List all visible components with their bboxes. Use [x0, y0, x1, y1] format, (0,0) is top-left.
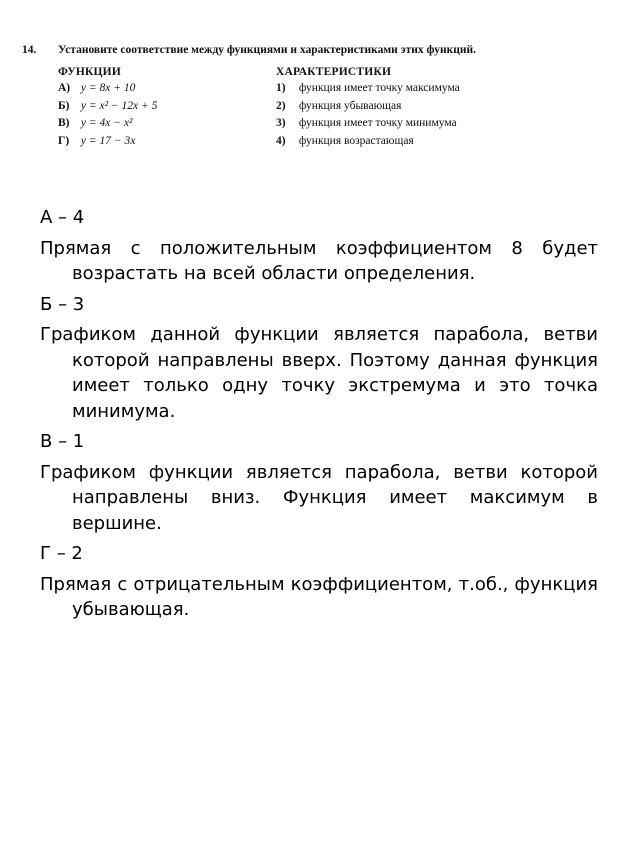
- function-label: Б): [58, 99, 70, 112]
- characteristic-label: 4): [276, 134, 286, 147]
- functions-heading: ФУНКЦИИ: [58, 66, 121, 78]
- characteristic-option-1: [276, 80, 606, 98]
- answers-section: [40, 205, 598, 628]
- answer-key-g: Г – 2: [40, 543, 83, 564]
- characteristic-label: 2): [276, 99, 286, 112]
- answer-key-b: Б – 3: [40, 293, 85, 315]
- answer-key-v: В – 1: [40, 431, 85, 452]
- task-columns: [58, 64, 618, 154]
- function-formula: y = 17 − 3x: [80, 134, 136, 147]
- task-number: 14.: [22, 44, 37, 56]
- answer-key-a: А – 4: [40, 207, 85, 228]
- answer-explanation-b: Графиком данной функции является парабола, ветви которой направлены вверх. Поэтому данная функция имеет только одну точку экстремума и это точка минимума.: [40, 324, 598, 422]
- answer-explanation-v: Графиком функции является парабола, ветви которой направлены вниз. Функция имеет максимум в вершине.: [40, 461, 598, 534]
- characteristic-text: функция убывающая: [298, 99, 402, 112]
- function-label: В): [58, 117, 70, 129]
- function-label: А): [58, 82, 71, 94]
- answer-explanation-g: Прямая с отрицательным коэффициентом, т.об., функция убывающая.: [40, 573, 598, 620]
- characteristic-text: функция имеет точку максимума: [298, 82, 460, 94]
- function-option-v: [58, 115, 268, 133]
- function-formula: y = x² − 12x + 5: [80, 99, 158, 112]
- function-formula: y = 4x − x²: [80, 117, 133, 129]
- characteristic-option-2: [276, 98, 606, 116]
- characteristic-option-3: [276, 115, 606, 133]
- characteristic-label: 3): [276, 117, 286, 129]
- characteristic-label: 1): [276, 82, 286, 94]
- characteristics-heading: ХАРАКТЕРИСТИКИ: [276, 66, 392, 78]
- function-option-b: [58, 98, 268, 116]
- function-formula: y = 8x + 10: [80, 82, 136, 94]
- function-option-a: [58, 80, 268, 98]
- characteristic-option-4: [276, 133, 606, 151]
- function-label: Г): [58, 134, 70, 147]
- task-block: [22, 42, 622, 147]
- function-option-g: [58, 133, 268, 151]
- task-header: [22, 42, 622, 60]
- characteristics-column: [276, 64, 606, 150]
- answer-explanation-a: Прямая с положительным коэффициентом 8 будет возрастать на всей области определения.: [40, 237, 598, 284]
- characteristic-text: функция возрастающая: [298, 134, 414, 147]
- task-question: Установите соответствие между функциями и характеристиками этих функций.: [58, 44, 476, 56]
- characteristic-text: функция имеет точку минимума: [298, 117, 457, 129]
- functions-column: [58, 64, 268, 150]
